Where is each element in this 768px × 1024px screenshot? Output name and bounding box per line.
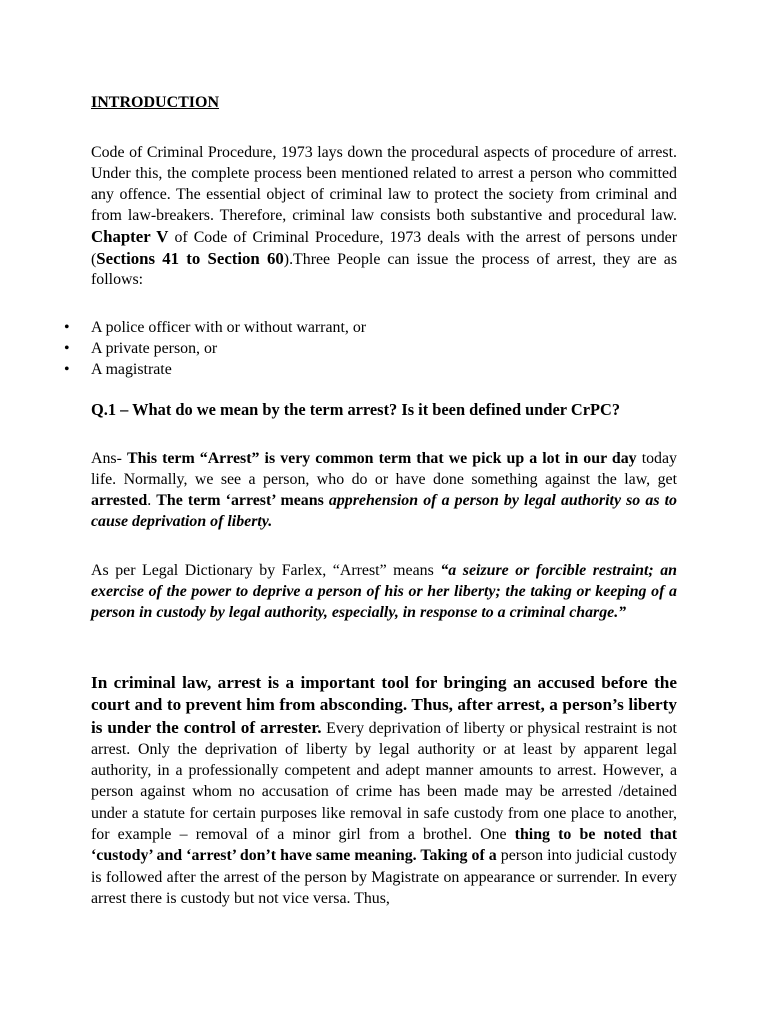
question-heading: Q.1 – What do we mean by the term arrest? Is it been defined under CrPC?: [91, 400, 621, 419]
dictionary-quote: “a seizure or forcible restraint; an exercise of the power to deprive a person of his or her liberty; the taking or keeping of a person in custody by legal authority, especially, in response to a criminal charge.”: [91, 562, 677, 621]
criminal-law-text-1: Every deprivation of liberty or physical restraint is not arrest. Only the deprivation of liberty by legal authority or at least by apparent legal authority, in a professionally competent and adept manner amounts to arrest. However, a person against whom no accusation of crime has been made may be arrested /detained under a statute for certain purposes like removal in safe custody from one place to another, for example – removal of a minor girl from a brothel. One: [91, 719, 677, 844]
answer-text-2: .: [147, 491, 157, 509]
section-heading: INTRODUCTION: [91, 94, 220, 111]
answer-prefix: Ans-: [91, 450, 127, 467]
list-item: [0, 317, 768, 338]
bullet-icon: •: [64, 361, 70, 378]
dictionary-paragraph: [91, 561, 677, 624]
list-item: [0, 338, 768, 359]
intro-paragraph: [91, 143, 677, 291]
list-item-text: A police officer with or without warrant, or: [91, 319, 367, 336]
answer-text-1: today life. Normally, we see a person, who do or have done something against the law, get: [91, 450, 677, 488]
criminal-law-paragraph: [91, 672, 677, 909]
list-item-text: A magistrate: [91, 361, 172, 378]
arrest-definition: apprehension of a person by legal authority so as to cause deprivation of liberty.: [91, 491, 677, 530]
intro-text-2: of Code of Criminal Procedure, 1973 deals with the arrest of persons under (: [91, 228, 677, 268]
criminal-law-text-2: person into judicial custody is followed after the arrest of the person by Magistrate on appearance or surrender. In every arrest there is custody but not vice versa. Thus,: [91, 847, 677, 907]
answer-bold-3: The term ‘arrest’ means: [156, 491, 329, 509]
chapter-reference: Chapter V: [91, 226, 169, 246]
criminal-law-bold-2: thing to be noted that ‘custody’ and ‘arrest’ don’t have same meaning. Taking of a: [91, 826, 677, 865]
criminal-law-lead: In criminal law, arrest is a important tool for bringing an accused before the court and to prevent him from absconding. Thus, after arrest, a person’s liberty is under the control of arrester.: [91, 673, 677, 737]
dictionary-intro: As per Legal Dictionary by Farlex, “Arrest” means: [91, 562, 441, 579]
answer-bold-2: arrested: [91, 491, 148, 509]
answer-bold-1: This term “Arrest” is very common term that we pick up a lot in our day: [126, 450, 637, 467]
answer-paragraph: [91, 449, 677, 533]
bullet-icon: •: [64, 319, 70, 336]
arrest-authority-list: [0, 317, 768, 380]
intro-text-3: ).Three People can issue the process of arrest, they are as follows:: [91, 250, 678, 289]
sections-reference: Sections 41 to Section 60: [96, 248, 284, 268]
intro-text-1: Code of Criminal Procedure, 1973 lays down the procedural aspects of procedure of arrest. Under this, the complete process been mentioned related to arrest a person who committed any offence. The essential object of criminal law to protect the society from criminal and from law-breakers. Therefore, criminal law consists both substantive and procedural law.: [91, 144, 677, 224]
list-item-text: A private person, or: [91, 340, 218, 357]
list-item: [0, 359, 768, 380]
bullet-icon: •: [64, 340, 70, 357]
